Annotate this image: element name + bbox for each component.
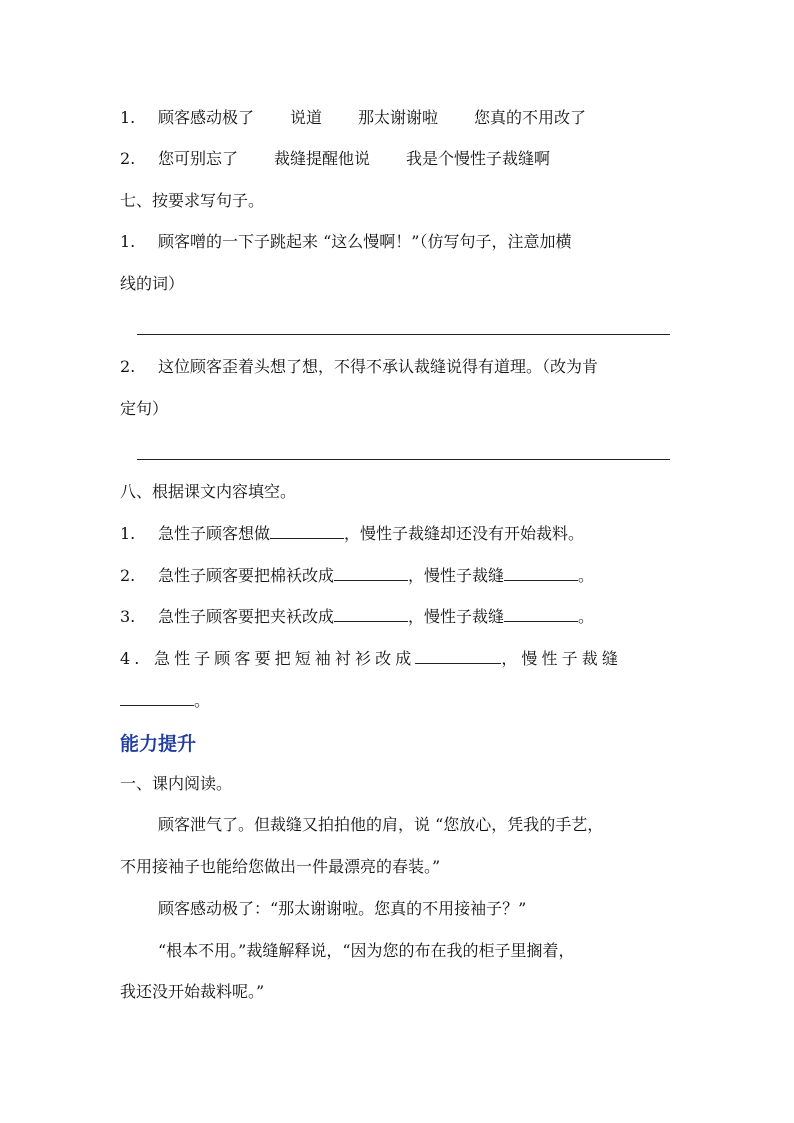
- s8-item1: [120, 523, 584, 545]
- s8-item2-blank-2[interactable]: [504, 565, 578, 581]
- s8-item1-blank[interactable]: [270, 523, 344, 539]
- s7-item2-number: 2.: [120, 357, 136, 376]
- q2-part-c: 我是个慢性子裁缝啊: [406, 149, 551, 168]
- s8-item4-line1: [120, 648, 622, 670]
- s8-item2-text-c: 。: [578, 566, 595, 585]
- q2-part-a: 您可别忘了: [158, 149, 239, 168]
- passage-p3-line1: “根本不用。”裁缝解释说，“因为您的布在我的柜子里搁着，: [158, 941, 575, 960]
- s8-item3-number: 3.: [120, 607, 136, 626]
- q1-part-a: 顾客感动极了: [158, 108, 255, 127]
- q1-number: 1.: [120, 108, 136, 127]
- s8-item4-blank-1[interactable]: [415, 648, 501, 664]
- q1-part-b: 说道: [290, 108, 323, 127]
- s7-item2-line1: [120, 356, 598, 378]
- s8-item1-text-a: 急性子顾客想做: [158, 524, 271, 543]
- s8-item3: [120, 606, 594, 628]
- s8-item2-blank-1[interactable]: [334, 565, 408, 581]
- s8-item3-blank-2[interactable]: [504, 606, 578, 622]
- s7-item1-answer-line[interactable]: [137, 334, 670, 335]
- s8-item3-blank-1[interactable]: [334, 606, 408, 622]
- s8-item2-text-b: ，慢性子裁缝: [408, 566, 505, 585]
- section-8-title: 八、根据课文内容填空。: [120, 482, 297, 501]
- ability-heading: 能力提升: [120, 733, 197, 755]
- s8-item4-blank-2[interactable]: [120, 690, 194, 706]
- q1-part-c: 那太谢谢啦: [358, 108, 439, 127]
- s7-item1-number: 1.: [120, 232, 136, 251]
- s7-item1-line2: 线的词）: [120, 274, 185, 293]
- section-7-title: 七、按要求写句子。: [120, 191, 265, 210]
- s7-item2-line2: 定句）: [120, 399, 169, 418]
- s8-item4-text-b: ，慢性子裁缝: [501, 649, 622, 668]
- s8-item2-number: 2.: [120, 566, 136, 585]
- s8-item3-text-a: 急性子顾客要把夹袄改成: [158, 607, 335, 626]
- s8-item2: [120, 565, 594, 587]
- passage-p1-line2: 不用接袖子也能给您做出一件最漂亮的春装。”: [120, 857, 441, 876]
- s8-item2-text-a: 急性子顾客要把棉袄改成: [158, 566, 335, 585]
- q1-line: [120, 107, 586, 129]
- s8-item4-text-a: 急性子顾客要把短袖衬衫改成: [154, 649, 416, 668]
- s8-item4-text-c: 。: [194, 691, 211, 710]
- s8-item4-line2: [120, 690, 210, 712]
- passage-p2: 顾客感动极了：“那太谢谢啦。您真的不用接袖子？”: [158, 899, 527, 918]
- ability-subtitle: 一、课内阅读。: [120, 774, 233, 793]
- passage-p1-line1: 顾客泄气了。但裁缝又拍拍他的肩，说 “您放心，凭我的手艺，: [158, 815, 604, 834]
- q2-number: 2.: [120, 149, 136, 168]
- s7-item1-text: 顾客噌的一下子跳起来 “这么慢啊！”（仿写句子，注意加横: [158, 232, 572, 251]
- s8-item4-number: 4.: [120, 649, 144, 668]
- s8-item1-text-b: ，慢性子裁缝却还没有开始裁料。: [344, 524, 585, 543]
- s7-item2-text: 这位顾客歪着头想了想，不得不承认裁缝说得有道理。（改为肯: [158, 357, 599, 376]
- passage-p3-line2: 我还没开始裁料呢。”: [120, 982, 265, 1001]
- q2-line: [120, 148, 550, 170]
- s8-item3-text-b: ，慢性子裁缝: [408, 607, 505, 626]
- q1-part-d: 您真的不用改了: [474, 108, 587, 127]
- s7-item2-answer-line[interactable]: [137, 459, 670, 460]
- s8-item3-text-c: 。: [578, 607, 595, 626]
- s8-item1-number: 1.: [120, 524, 136, 543]
- s7-item1-line1: [120, 231, 571, 253]
- q2-part-b: 裁缝提醒他说: [274, 149, 371, 168]
